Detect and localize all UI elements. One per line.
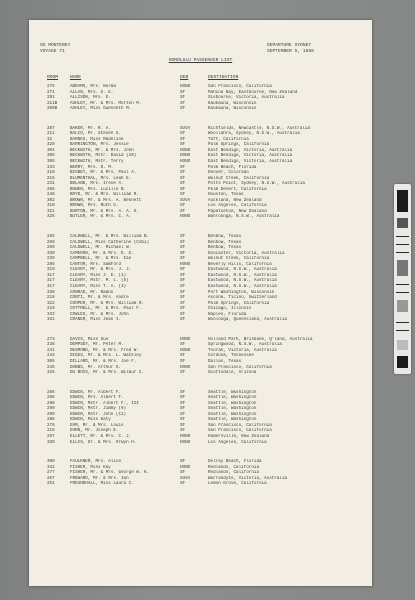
debark-port: SF [180,295,186,301]
passenger-name: BROWN, Mrs. Ruth G. [70,203,119,209]
passenger-name: BECKWITH, Mstr. Terry [70,159,124,165]
passenger-name: EDWIN, Mrs. Albert F. [70,395,124,401]
voyage-number: VOYAGE 71 [40,48,65,54]
destination: Scottsdale, Arizona [208,370,257,376]
passenger-name: BARNES, Miss Madeline [70,136,124,142]
passenger-name: CONRAD, Mr. Ramon [70,289,114,295]
debark-port: SF [180,136,186,142]
room-number: 276 [47,422,55,428]
debark-port: HONO [180,147,191,153]
destination: Seattle, Washington [208,411,257,417]
passenger-name: DESMOND, Mr. & Mrs. Fred W. [70,347,139,353]
debark-port: SF [180,342,186,348]
destination: East Bendigo, Victoria, Australia [208,153,293,159]
debark-port: SF [180,300,186,306]
destination: Denver, Colorado [208,170,249,176]
debark-port: SF [180,406,186,412]
debark-port: SF [180,250,186,256]
passenger-name: CRANER, Miss Jean I. [70,317,122,323]
passenger-list [47,84,367,501]
destination: East Bendigo, Victoria, Australia [208,159,293,165]
passenger-row [47,214,367,220]
room-number: 277 [47,470,55,476]
room-number: 288 [47,417,55,423]
passenger-name: FISHER, Miss Kay [70,464,111,470]
debark-port: SF [180,234,186,240]
debark-port: SF [180,186,186,192]
passenger-name: FISHER, Mr. & Mrs. George W. K. [70,470,150,476]
room-number: 248 [47,192,55,198]
destination: Mahina Bay, Eastbourne, New Zealand [208,89,298,95]
destination: San Francisco, California [208,422,272,428]
debark-port: SF [180,311,186,317]
passenger-name: EHM, Mr. & Mrs. Louis [70,422,124,428]
destination: Walnut Creek, California [208,256,270,262]
passenger-name: DEMPSEY, Mr. Peter M. [70,342,124,348]
destination: Los Angeles, California [208,439,267,445]
passenger-name: COTTRELL, Mr. & Mrs. Paul F. [70,306,142,312]
room-number: 325 [47,214,55,220]
destination: Potts Point, Sydney, N.S.W., Australia [208,181,305,187]
passenger-name: BROWN, Mr. & Mrs. A. Bennett [70,197,142,203]
passenger-name: BURTON, Mr. & Mrs. A. A. G. [70,208,139,214]
destination: Eastwood, N.S.W., Australia [208,283,277,289]
room-number: 317 [47,278,55,284]
debark-port: SF [180,481,186,487]
destination: Hamersville, New Zealand [208,433,270,439]
destination: Eastwood, N.S.W., Australia [208,272,277,278]
debark-port: SF [180,459,186,465]
room-number: 231 [47,181,55,187]
room-number: 265 [47,234,55,240]
destination: Palm Beach, Florida [208,164,257,170]
debark-port: SF [180,192,186,198]
debark-port: SF [180,208,186,214]
passenger-row [47,106,367,112]
destination: Cordova, Tennessee [208,353,254,359]
room-number: 332 [47,464,55,470]
destination: Los Angeles, California [208,203,267,209]
room-number: 219 [47,306,55,312]
destination: Palm Springs, California [208,142,270,148]
passenger-row [47,317,367,323]
room-number: 273 [47,336,55,342]
passenger-name: CALDWELL, Mr. & Mrs. William B. [70,234,150,240]
destination: Woollahra, Sydney, N.S.W., Australia [208,131,300,137]
passenger-name: DU BOIS, Mr. & Mrs. Wilbur C. [70,370,144,376]
debark-port: SF [180,283,186,289]
debark-port: SF [180,278,186,284]
destination: Eastwood, N.S.W., Australia [208,267,277,273]
passenger-name: BALCO, Mr. Steven G. [70,131,122,137]
room-number: 211B [47,100,58,106]
film-scale-strip [394,184,411,374]
destination: Kaukauna, Wisconsin [208,100,257,106]
destination: Lemon Grove, California [208,481,267,487]
destination: Naples, Florida [208,311,247,317]
room-number: 269 [47,245,55,251]
passenger-name: FAULKNER, Mrs. Alice [70,459,122,465]
room-number: 338 [47,342,55,348]
debark-port: HONO [180,433,191,439]
destination: Seattle, Washington [208,417,257,423]
passenger-group [47,459,367,487]
room-number: 330 [47,439,55,445]
passenger-name: EDWIN, Mr. Albert F. [70,389,122,395]
destination: Houston, Texas [208,192,244,198]
departure-port: DEPARTURE SYDNEY [267,43,312,48]
passenger-name: ABRAMS, Mrs. Norma [70,84,116,89]
passenger-name: CALDWELL, Miss Catherine (Cobi) [70,239,150,245]
passenger-name: EDWIN, Mstr. Jimmy (9) [70,406,127,412]
room-number: 290 [47,406,55,412]
debark-port: HONO [180,261,191,267]
passenger-name: ALLAN, Mrs. G. E. [70,89,114,95]
passenger-row [47,370,367,376]
debark-port: SF [180,370,186,376]
room-number: 267 [47,475,55,481]
passenger-group [47,234,367,323]
destination: Holland Park, Brisbane, Q'land, Australia [208,336,313,342]
debark-port: SF [180,317,186,323]
debark-port: SF [180,245,186,251]
room-number: 317 [47,283,55,289]
destination: Palm Springs, California [208,300,270,306]
passenger-name: COOPER, Mr. & Mrs. William R. [70,300,144,306]
debark-port: HONO [180,84,191,89]
passenger-name: BOWEN, Mrs. Lucille B. [70,186,127,192]
passenger-name: BARRINGTON, Mrs. Jessie [70,142,129,148]
room-number: 302 [47,197,55,203]
passenger-name: EDWIN, Mstr. John (11) [70,411,127,417]
passenger-name: EDWIN, Mstr. Albert F., III [70,400,139,406]
manifest-page [29,20,372,586]
destination: East Bendigo, Victoria, Australia [208,147,293,153]
passenger-name: BIGBEY, Mr. & Mrs. Paul A. [70,170,137,176]
passenger-name: CLEARY, Miss J. E. (1) [70,272,127,278]
debark-port: SF [180,470,186,476]
room-number: 286 [47,261,55,267]
debark-port: SF [180,267,186,273]
room-number: 326 [47,370,55,376]
ship-info [40,43,70,55]
destination: Woolooga, Queensland, Australia [208,317,288,323]
room-number: 331 [47,317,55,323]
room-number: 239 [47,256,55,262]
debark-port: SF [180,256,186,262]
destination: Beverly Hills, California [208,261,272,267]
room-number: 306 [47,153,55,159]
destination: Seattle, Washington [208,400,257,406]
passenger-name: DILLARD, Mr. & Mrs. Joe F. [70,358,137,364]
room-number: 287 [47,125,55,131]
room-number: 211 [47,131,55,137]
departure-date: SEPTEMBER 5, 1966 [267,48,314,54]
passenger-row [47,481,367,487]
destination: Auckland, New Zealand [208,197,262,203]
departure-info [267,43,314,55]
passenger-name: DIGGS, Mr. & Mrs. L. Watkley [70,353,142,359]
destination: Eastwood, N.S.W., Australia [208,278,277,284]
debark-port: SF [180,272,186,278]
destination: San Francisco, California [208,364,272,370]
debark-port: SF [180,100,186,106]
passenger-name: BOLAND, Mrs. Irene A. [70,181,124,187]
room-number: 243 [47,353,55,359]
debark-port: HONO [180,439,191,445]
room-number: 210 [47,170,55,176]
destination: Seattle, Washington [208,406,257,412]
destination: San Francisco, California [208,84,272,89]
room-number: 306 [47,159,55,165]
passenger-name: BUTLER, Mr. & Mrs. C. A. [70,214,132,220]
destination: Redlands, California [208,464,260,470]
passenger-name: CAMPBELL, Mr. & Mrs. Ian [70,256,132,262]
passenger-name: COWLES, Mr. & Mrs. John [70,311,129,317]
debark-port: SF [180,395,186,401]
debark-port: SF [180,306,186,312]
passenger-name: BECKWITH, Mstr. David (10) [70,153,137,159]
passenger-name: BERRY, Mrs. D. M. [70,164,114,170]
debark-port: HONO [180,159,191,165]
passenger-name: FREUNDHALL, Miss Laura C. [70,481,134,487]
column-header-deb: DEB [180,75,189,80]
destination: Springwood, N.S.W., Australia [208,342,282,348]
passenger-name: EDWIN, Miss Katy [70,417,111,423]
debark-port: HONO [180,153,191,159]
destination: Taft, California [208,136,249,142]
debark-port: HONO [180,336,191,342]
destination: Wahroonga, N.S.W., Australia [208,214,280,220]
room-number: 208B [47,106,58,112]
room-number: 218 [47,295,55,301]
debark-port: SF [180,203,186,209]
debark-port: SF [180,89,186,95]
room-number: 216 [47,428,55,434]
room-number: 333 [47,311,55,317]
destination: Port Washington, Wisconsin [208,289,275,295]
debark-port: SUVA [180,197,191,203]
debark-port: SF [180,389,186,395]
passenger-group [47,390,367,445]
passenger-row [47,440,367,446]
room-number: 305 [47,358,55,364]
destination: Warrandyte, Victoria, Australia [208,475,288,481]
debark-port: SF [180,411,186,417]
debark-port: SF [180,131,186,137]
room-number: 321 [47,208,55,214]
debark-port: SF [180,164,186,170]
destination: Papatoetoe, New Zealand [208,208,267,214]
passenger-name: CLEARY, Mstr. M. L. (5) [70,278,129,284]
debark-port: SF [180,106,186,112]
room-number: 333 [47,164,55,170]
destination: San Francisco, California [208,428,272,434]
passenger-name: FREWARD, Mr. & Mrs. Ian [70,475,129,481]
room-number: 269 [47,239,55,245]
room-number: 319 [47,267,55,273]
passenger-name: CONTI, Mr. & Mrs. Andre [70,295,129,301]
passenger-name: BOYD, Mr. & Mrs. William R. [70,192,139,198]
room-number: 310 [47,203,55,209]
destination: Toorak, Victoria, Australia [208,347,277,353]
passenger-name: ELLETT, Mr. & Mrs. C. J. [70,433,132,439]
destination: Sisbourne, Victoria, Australia [208,95,285,101]
destination: Dallas, Texas [208,358,242,364]
passenger-name: BLUMENTHAL, Mrs. Leah E. [70,175,132,181]
debark-port: HONO [180,347,191,353]
passenger-name: BAKER, Mr. R. A. [70,125,111,131]
room-number: 267 [47,433,55,439]
debark-port: SF [180,170,186,176]
passenger-name: ALLISON, Mrs. E. [70,95,111,101]
room-number: 288 [47,395,55,401]
destination: Benbow, Texas [208,239,242,245]
debark-port: SF [180,142,186,148]
room-number: 215 [47,175,55,181]
destination: Walnut Creek, California [208,175,270,181]
debark-port: SUVA [180,475,191,481]
debark-port: SF [180,175,186,181]
column-header-destination: DESTINATION [208,75,239,80]
manifest-title: HONOLULU PASSENGER LIST [168,58,233,63]
passenger-group [47,126,367,220]
room-number: 300 [47,459,55,465]
passenger-group [47,84,367,112]
passenger-name: BECKWITH, Mr. & Mrs. John [70,147,134,153]
destination: Doncaster, Victoria, Australia [208,250,285,256]
column-header-room: ROOM [47,75,59,80]
passenger-name: ASHLEY, Mr. & Mrs. Morton M. [70,100,142,106]
room-number: 266 [47,186,55,192]
ship-name: SS MONTEREY [40,43,71,48]
destination: Palm Desert, California [208,186,267,192]
room-number: 246 [47,364,55,370]
passenger-name: DAVIS, Miss Sue [70,336,109,342]
room-number: 322 [47,300,55,306]
room-number: 290 [47,411,55,417]
room-number: 32 [47,136,53,142]
debark-port: HONO [180,214,191,220]
destination: Richfields, Newcastle, N.S.W., Australia [208,125,311,131]
debark-port: SF [180,358,186,364]
debark-port: SF [180,417,186,423]
debark-port: HONO [180,364,191,370]
passenger-name: CLEARY, Miss T. A. (3) [70,283,127,289]
destination: Kaukauna, Wisconsin [208,106,257,112]
room-number: 251 [47,481,55,487]
destination: Seattle, Washington [208,389,257,395]
passenger-name: ASHLEY, Miss Gwenneth M. [70,106,132,112]
room-number: 275 [47,84,55,89]
debark-port: SF [180,289,186,295]
passenger-name: CANTOR, Mrs. Samford [70,261,122,267]
room-number: 330 [47,250,55,256]
room-number: 338 [47,289,55,295]
passenger-group [47,337,367,376]
room-number: 291 [47,95,55,101]
room-number: 320 [47,142,55,148]
destination: Benbow, Texas [208,245,242,251]
room-number: 304 [47,147,55,153]
debark-port: SF [180,353,186,359]
room-number: 241 [47,347,55,353]
passenger-name: CALDWELL, Mr. Michael W. [70,245,132,251]
debark-port: SUVA [180,125,191,131]
destination: Chicago, Illinois [208,306,252,312]
passenger-name: DOBBS, Mr. Arthur G. [70,364,122,370]
debark-port: SF [180,400,186,406]
destination: Delray Beach, Florida [208,459,262,465]
passenger-name: EHRN, Mr. Joseph E. [70,428,119,434]
debark-port: HONO [180,464,191,470]
debark-port: SF [180,95,186,101]
room-number: 288 [47,400,55,406]
room-number: 266 [47,389,55,395]
debark-port: SF [180,239,186,245]
debark-port: SF [180,422,186,428]
destination: Ascona, Ticino, Switzerland [208,295,277,301]
destination: Seattle, Washington [208,395,257,401]
column-header-name: NAME [70,75,82,80]
passenger-name: ELLIS, Dr. & Mrs. Orwyn H. [70,439,137,445]
room-number: 271 [47,89,55,95]
destination: Benbow, Texas [208,234,242,240]
debark-port: SF [180,181,186,187]
room-number: 317 [47,272,55,278]
destination: Redlands, California [208,470,260,476]
debark-port: SF [180,428,186,434]
passenger-name: CLEARY, Mr. & Mrs. J. J. [70,267,132,273]
passenger-name: CAMERON, Mr. & Mrs. E. G. [70,250,134,256]
